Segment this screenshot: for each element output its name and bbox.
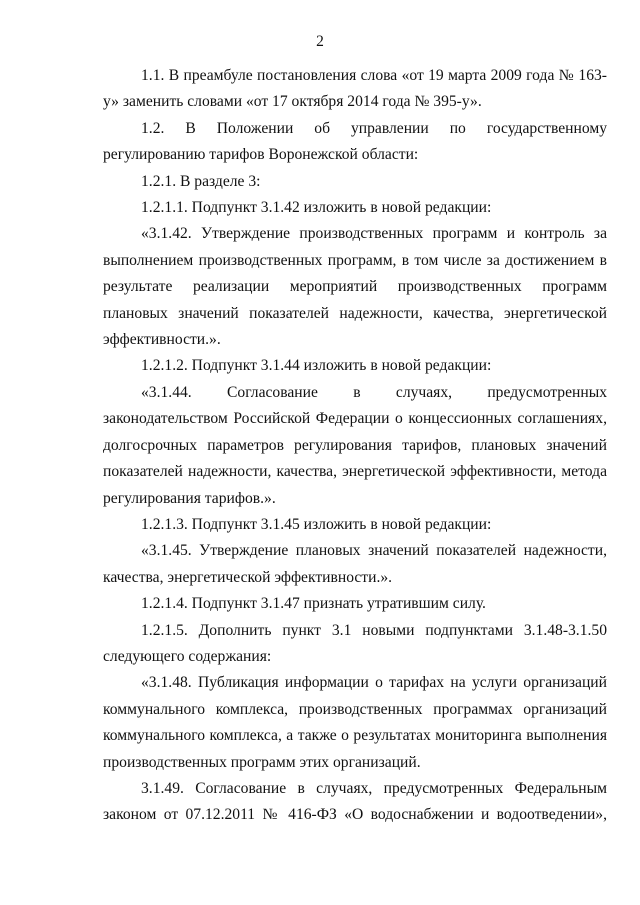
document-body — [103, 63, 607, 829]
paragraph-1-1: 1.1. В преамбуле постановления слова «от 19 марта 2009 года № 163-у» заменить словами «от 17 октября 2014 года № 395-у». — [103, 67, 607, 111]
paragraph-3-1-48: «3.1.48. Публикация информации о тарифах на услуги организаций коммунального комплекса, производственных программах организаций коммунального комплекса, а также о результатах мониторинга выполнения производственных программ этих организаций. — [103, 674, 607, 771]
paragraph-1-2-1-3: 1.2.1.3. Подпункт 3.1.45 изложить в новой редакции: — [141, 515, 492, 533]
paragraph-3-1-42: «3.1.42. Утверждение производственных программ и контроль за выполнением производственных программ, в том числе за достижением в результате реализации мероприятий производственных программ плановых значений показателей надежности, качества, энергетической эффективности.». — [103, 225, 607, 349]
paragraph-1-2-1-4: 1.2.1.4. Подпункт 3.1.47 признать утратившим силу. — [141, 595, 486, 613]
paragraph-1-2: 1.2. В Положении об управлении по государственному регулированию тарифов Воронежской области: — [103, 119, 607, 164]
paragraph-1-2-1-5: 1.2.1.5. Дополнить пункт 3.1 новыми подпунктами 3.1.48-3.1.50 следующего содержания: — [103, 621, 607, 665]
page-number: 2 — [316, 33, 324, 50]
paragraph-1-2-1-1: 1.2.1.1. Подпункт 3.1.42 изложить в новой редакции: — [141, 199, 492, 217]
paragraph-3-1-49: 3.1.49. Согласование в случаях, предусмотренных Федеральным законом от 07.12.2011 № 416-ФЗ «О водоснабжении и водоотведении», — [103, 779, 607, 824]
paragraph-1-2-1: 1.2.1. В разделе 3: — [141, 172, 261, 190]
paragraph-3-1-45: «3.1.45. Утверждение плановых значений показателей надежности, качества, энергетической эффективности.». — [103, 542, 607, 586]
paragraph-1-2-1-2: 1.2.1.2. Подпункт 3.1.44 изложить в новой редакции: — [141, 357, 492, 375]
paragraph-3-1-44: «3.1.44. Согласование в случаях, предусмотренных законодательством Российской Федерации о концессионных соглашениях, долгосрочных параметров регулирования тарифов, плановых значений показателей надежности, качества, энергетической эффективности, метода регулирования тарифов.». — [103, 383, 607, 507]
